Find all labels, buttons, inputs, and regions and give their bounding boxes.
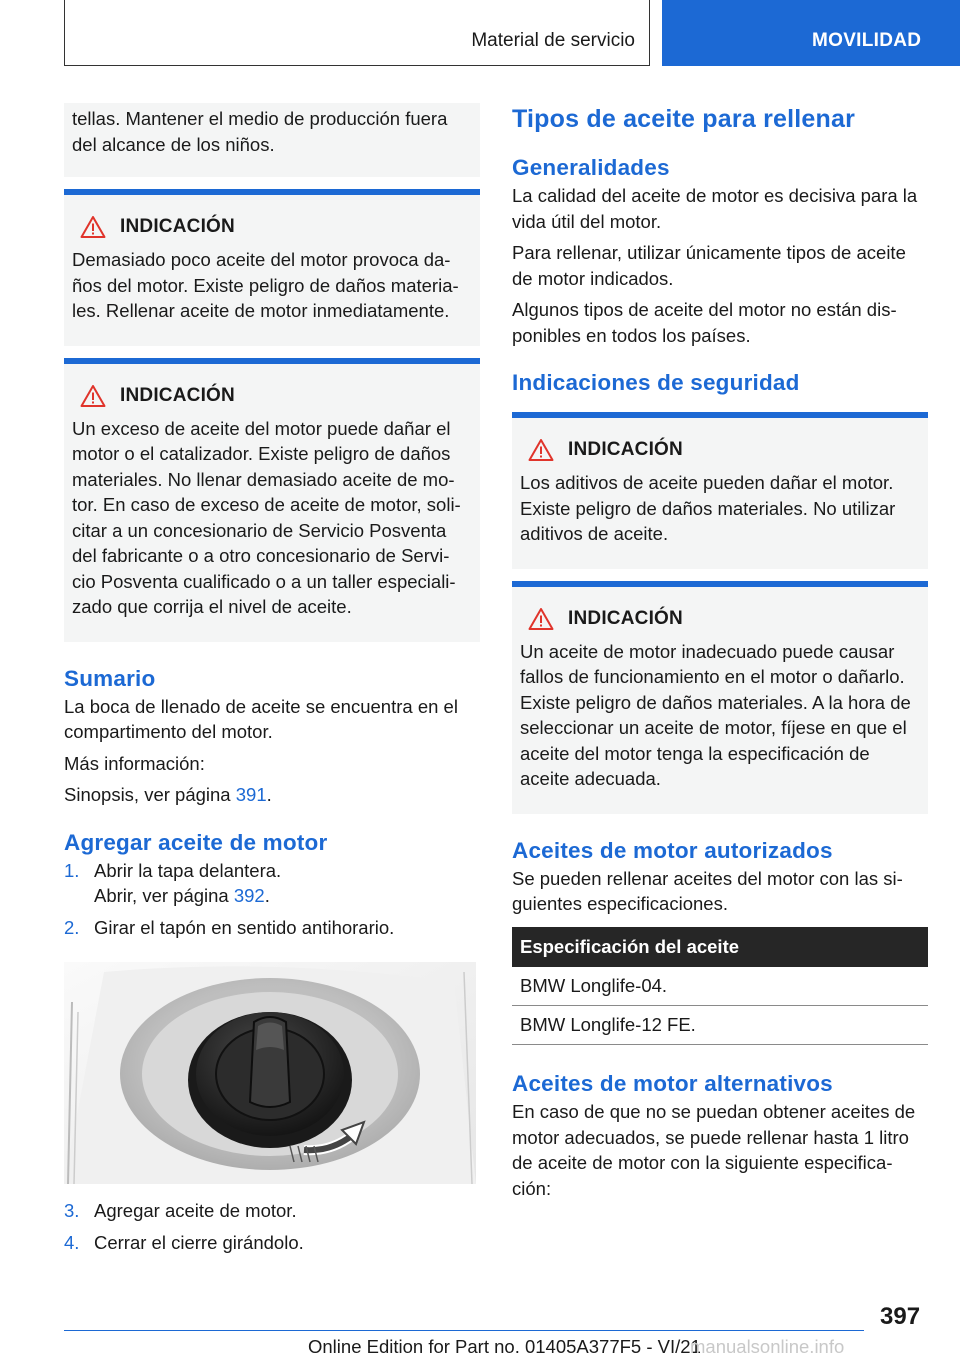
table-row — [512, 1006, 928, 1045]
footer-divider — [64, 1330, 864, 1331]
notice-unsuitable-oil — [512, 581, 928, 814]
step-2 — [64, 915, 480, 941]
heading-sumario: Sumario — [64, 665, 156, 691]
step-3 — [64, 1198, 480, 1224]
table-row — [512, 967, 928, 1006]
notice-text: Un exceso de aceite del motor puede dañar el motor o el catalizador. Existe peligro de daños materiales. No llenar demasiado aceite de mo-tor. En caso de exceso de aceite de motor, soli-citar a un concesionario de Servicio Posventa del fabricante o a otro concesionario de Servi-cio Posventa cualificado o a un taller especiali-zado que corrija el nivel de aceite. — [72, 417, 461, 617]
step-sub-text: Abrir, ver página — [94, 885, 234, 906]
footer-watermark: manualsonline.info — [690, 1336, 845, 1357]
heading-agregar-aceite: Agregar aceite de motor — [64, 829, 328, 855]
notice-additives — [512, 412, 928, 569]
step-text: Cerrar el cierre girándolo. — [94, 1231, 304, 1253]
step-1 — [64, 858, 480, 884]
notice-text: Demasiado poco aceite del motor provoca da-ños del motor. Existe peligro de daños materia-les. Rellenar aceite de motor inmediatamente. — [72, 249, 459, 321]
header-chapter-tab[interactable] — [662, 0, 960, 66]
sumario-p2: Más información: — [64, 752, 205, 774]
page-link-391[interactable]: 391 — [235, 784, 267, 805]
intro-box — [64, 103, 480, 177]
header-section-title: Material de servicio — [471, 30, 635, 51]
sumario-p3 — [64, 782, 480, 808]
step-number: 1. — [64, 859, 80, 881]
warning-triangle-icon — [80, 384, 106, 408]
page-number: 397 — [880, 1303, 921, 1330]
warning-triangle-icon — [528, 607, 554, 631]
step-number: 4. — [64, 1231, 80, 1253]
notice-title: INDICACIÓN — [120, 216, 235, 237]
step-number: 3. — [64, 1200, 80, 1221]
warning-triangle-icon — [528, 438, 554, 462]
oil-spec-table — [512, 927, 928, 1046]
footer-edition: Online Edition for Part no. 01405A377F5 - VI/21 — [308, 1336, 701, 1357]
generalidades-p1: La calidad del aceite de motor es decisiva para la vida útil del motor. — [512, 185, 918, 232]
notice-text: Un aceite de motor inadecuado puede causar fallos de funcionamiento en el motor o dañarlo. Existe peligro de daños materiales. A la hora de seleccionar un aceite de motor, fíjese en que el aceite del motor tenga la especificación de aceite adecuada. — [520, 640, 911, 789]
step-text: Agregar aceite de motor. — [94, 1200, 297, 1221]
notice-text: Los aditivos de aceite pueden dañar el motor. Existe peligro de daños materiales. No utilizar aditivos de aceite. — [520, 472, 896, 544]
table-cell: BMW Longlife-04. — [512, 967, 928, 1006]
oil-cap-illustration — [64, 962, 476, 1184]
notice-excess-oil — [64, 358, 480, 642]
left-column — [64, 103, 480, 1255]
heading-tipos-aceite: Tipos de aceite para rellenar — [512, 105, 855, 133]
heading-seguridad: Indicaciones de seguridad — [512, 370, 800, 395]
sumario-p1: La boca de llenado de aceite se encuentra en el compartimento del motor. — [64, 695, 458, 742]
step-text: Girar el tapón en sentido antihorario. — [94, 916, 395, 938]
step-4 — [64, 1230, 480, 1256]
table-cell: BMW Longlife-12 FE. — [512, 1006, 928, 1045]
step-sub-end: . — [264, 885, 270, 906]
page-link-392[interactable]: 392 — [233, 885, 265, 906]
right-column — [512, 103, 928, 1207]
table-header-row — [512, 927, 928, 967]
header-chapter-title: MOVILIDAD — [812, 30, 922, 51]
heading-alternativos: Aceites de motor alternativos — [512, 1071, 833, 1096]
autorizados-p1: Se pueden rellenar aceites del motor con las si-guientes especificaciones. — [512, 867, 903, 914]
alternativos-p1: En caso de que no se puedan obtener aceites de motor adecuados, se puede rellenar hasta 1 litro de aceite de motor con la siguiente especifica-ción: — [512, 1101, 916, 1199]
notice-title: INDICACIÓN — [568, 607, 683, 629]
heading-generalidades: Generalidades — [512, 155, 670, 180]
sumario-p3-end: . — [266, 784, 272, 805]
heading-autorizados: Aceites de motor autorizados — [512, 837, 833, 863]
table-header-cell: Especificación del aceite — [512, 927, 928, 967]
step-text: Abrir la tapa delantera. — [94, 859, 282, 881]
step-1-sub — [64, 883, 480, 909]
generalidades-p2: Para rellenar, utilizar únicamente tipos de aceite de motor indicados. — [512, 242, 906, 289]
sumario-p3-text: Sinopsis, ver página — [64, 784, 236, 805]
generalidades-p3: Algunos tipos de aceite del motor no están dis-ponibles en todos los países. — [512, 299, 897, 346]
intro-text: tellas. Mantener el medio de producción fuera del alcance de los niños. — [72, 108, 448, 155]
header-section-box — [64, 0, 650, 66]
notice-title: INDICACIÓN — [120, 384, 235, 406]
notice-title: INDICACIÓN — [568, 439, 683, 460]
step-number: 2. — [64, 916, 80, 938]
warning-triangle-icon — [80, 215, 106, 239]
notice-low-oil — [64, 189, 480, 346]
